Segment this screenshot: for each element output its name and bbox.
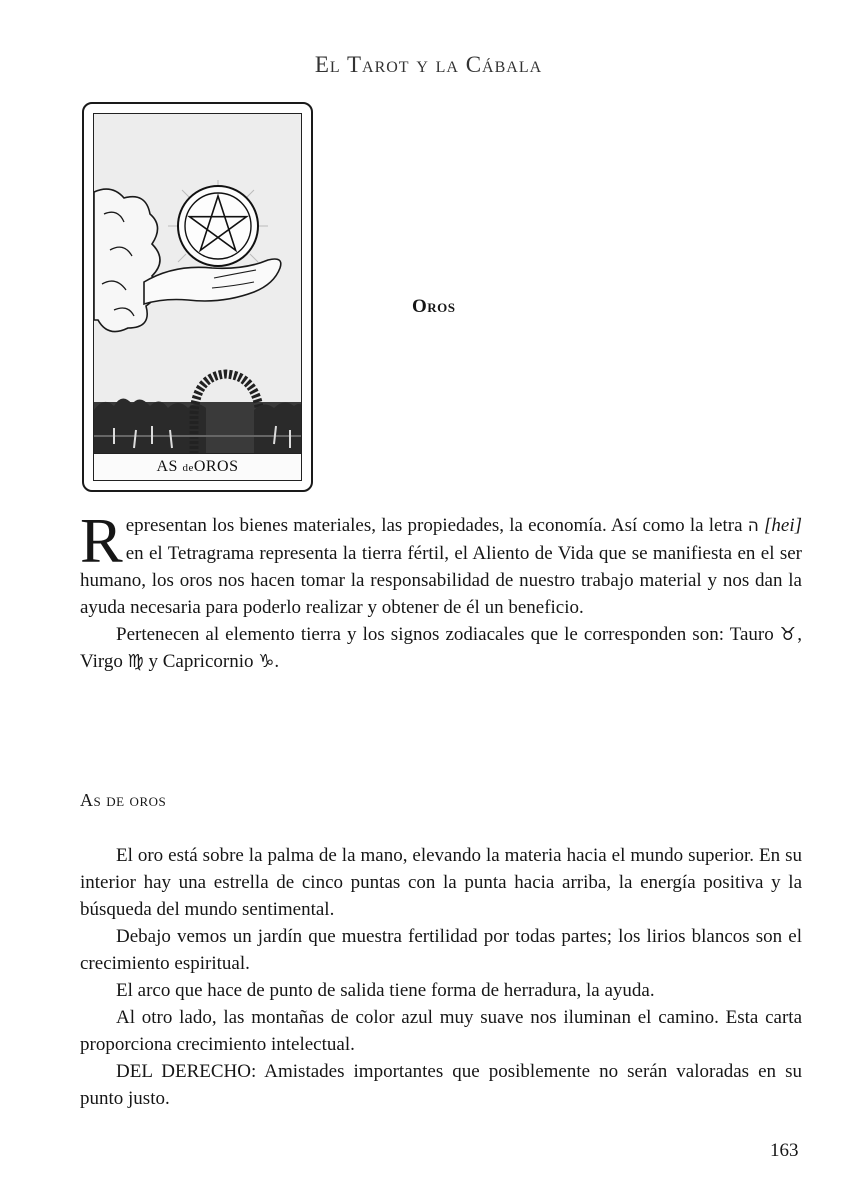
hebrew-letter-hei: ה [747,516,759,536]
intro-paragraph-2 [80,621,802,675]
body-paragraph-5 [80,1058,802,1112]
body-text [80,842,802,1112]
virgo-icon: ♍ [127,651,144,672]
card-caption-de: de [182,462,194,474]
section-title: Oros [412,296,456,317]
hei-transliteration: [hei] [764,515,802,536]
card-illustration [93,113,302,481]
intro-text-b: en el Tetragrama representa la tierra fértil, el Aliento de Vida que se manifiesta en el ser humano, los oros nos hacen tomar la responsabilidad de nuestro trabajo material y nos dan la ayuda necesaria para poderlo realizar y obtener de él un beneficio. [80,543,802,618]
intro-text-a: Así como la letra [610,515,743,536]
drop-cap: R [80,505,123,576]
card-caption-oros: OROS [193,458,239,475]
zodiac-text-c: y Capricornio [148,651,254,672]
zodiac-text-a: Pertenecen al elemento tierra y los signos zodiacales que le corresponden son: Tauro [116,624,774,645]
del-derecho-text: : Amistades importantes que posiblemente no serán valoradas en su punto justo. [80,1061,802,1109]
card-caption-as: AS [156,458,178,475]
taurus-icon: ♉ [779,624,798,645]
body-paragraph-3: El arco que hace de punto de salida tiene forma de herradura, la ayuda. [116,980,655,1001]
tarot-card-image [82,102,313,492]
body-paragraph-2: Debajo vemos un jardín que muestra fertilidad por todas partes; los lirios blancos son el crecimiento espiritual. [80,926,802,974]
ace-of-pentacles-illustration [94,114,302,456]
page-number: 163 [770,1140,799,1161]
body-paragraph-1: El oro está sobre la palma de la mano, elevando la materia hacia el mundo superior. En su interior hay una estrella de cinco puntas con la punta hacia arriba, la energía positiva y la búsqueda del mundo sentimental. [80,845,802,920]
zodiac-text-d: . [274,651,280,672]
zodiac-text-b: , Virgo [80,624,802,672]
intro-text [80,505,802,675]
intro-paragraph-1 [80,505,802,621]
body-paragraph-4: Al otro lado, las montañas de color azul muy suave nos iluminan el camino. Esta carta proporciona crecimiento intelectual. [80,1007,802,1055]
running-head: El Tarot y la Cábala [314,52,543,77]
intro-line-1: epresentan los bienes materiales, las propiedades, la economía. [125,515,607,536]
del-derecho-label: DEL DERECHO [116,1061,251,1082]
capricorn-icon: ♑ [258,651,275,672]
card-caption [94,453,301,480]
subheading: As de oros [80,790,167,810]
